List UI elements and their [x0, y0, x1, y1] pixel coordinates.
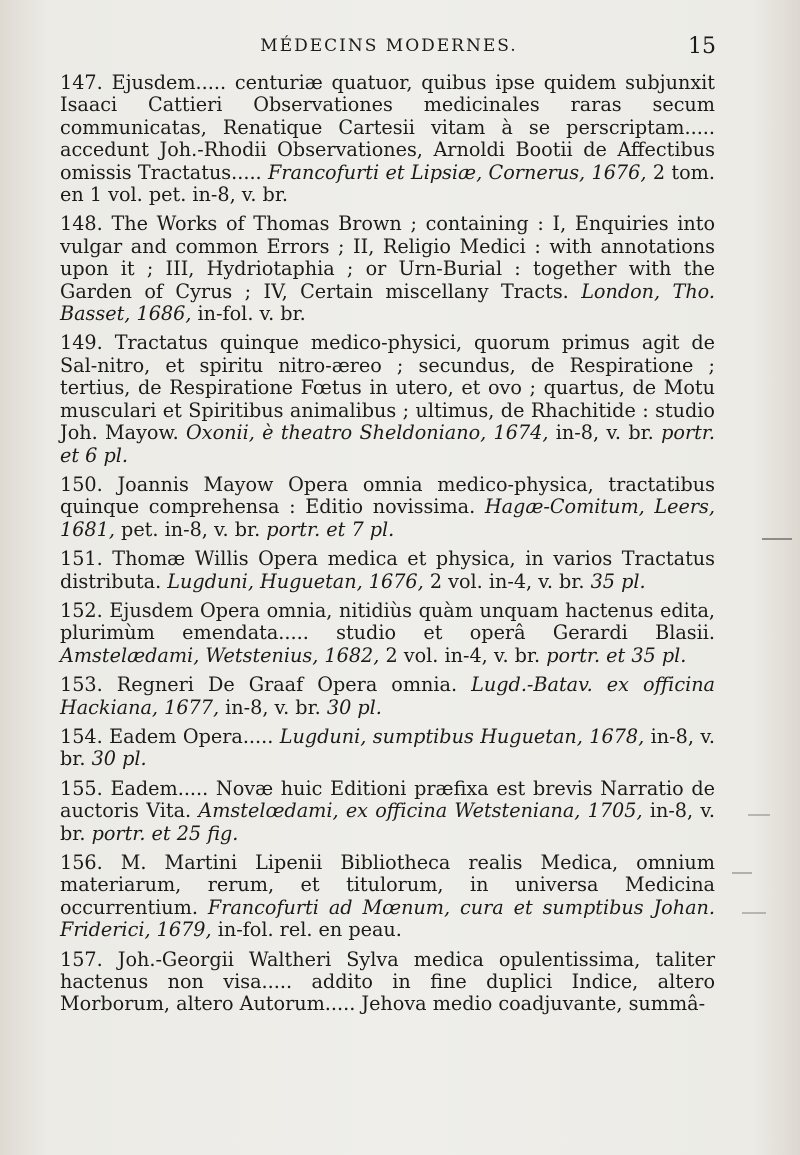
entry-text: Ejusdem Opera omnia, nitidiùs quàm unquam hactenus edita, plurimùm emendata..... studio et operâ Gerardi Blasii.	[60, 598, 715, 645]
entry-format: in-8, v. br.	[225, 695, 321, 719]
page-header	[62, 34, 716, 64]
entry-text: Eadem Opera.....	[109, 724, 274, 748]
entry-number: 151.	[60, 547, 103, 571]
entry-format: in-fol. v. br.	[197, 302, 306, 326]
entry-number: 150.	[60, 472, 103, 496]
entry-imprint: Oxonii, è theatro Sheldoniano, 1674,	[186, 421, 549, 445]
catalog-entry	[60, 600, 715, 667]
entry-number: 148.	[60, 212, 103, 236]
entry-number: 155.	[60, 776, 103, 800]
catalog-entries	[60, 72, 715, 1023]
entry-imprint: Francofurti ad Mœnum, cura et sumptibus Johan. Friderici, 1679,	[60, 895, 715, 942]
entry-imprint: London, Tho. Basset, 1686,	[60, 279, 715, 326]
entry-text: Eadem..... Novæ huic Editioni præfixa est brevis Narratio de auctoris Vita.	[60, 776, 716, 823]
entry-imprint: Francofurti et Lipsiæ, Cornerus, 1676,	[268, 160, 647, 184]
entry-text: The Works of Thomas Brown ; containing : I, Enquiries into vulgar and common Errors ; II, Religio Medici : with annotations upon it ; III, Hydriotaphia ; or Urn-Burial : together with the Garden of Cyrus ; IV, Certain miscellany Tracts.	[60, 212, 715, 303]
entry-format: 2 tom. en 1 vol. pet. in-8, v. br.	[60, 160, 715, 207]
entry-format: 2 vol. in-4, v. br.	[385, 643, 541, 667]
entry-format: in-8, v. br.	[60, 799, 716, 845]
catalog-entry	[60, 852, 715, 942]
catalog-entry	[60, 72, 715, 206]
page-number: 15	[688, 34, 716, 59]
entry-imprint: Lugduni, Huguetan, 1676,	[167, 569, 424, 593]
entry-plates: 30 pl.	[91, 747, 147, 771]
entry-format: in-fol. rel. en peau.	[217, 918, 402, 942]
entry-plates: 30 pl.	[326, 695, 382, 719]
entry-plates: 35 pl.	[590, 569, 646, 593]
entry-number: 152.	[60, 598, 103, 622]
entry-plates: portr. et 6 pl.	[60, 421, 715, 467]
entry-plates: portr. et 7 pl.	[266, 517, 395, 541]
catalog-entry	[60, 778, 715, 845]
running-title: MÉDECINS MODERNES.	[260, 36, 518, 56]
entry-number: 157.	[60, 947, 103, 971]
entry-imprint: Lugduni, sumptibus Huguetan, 1678,	[279, 724, 645, 748]
catalog-entry	[60, 332, 715, 466]
entry-text: Regneri De Graaf Opera omnia.	[116, 673, 458, 697]
margin-mark	[762, 538, 792, 540]
catalog-entry	[60, 474, 715, 541]
entry-number: 153.	[60, 673, 103, 697]
catalog-entry	[60, 213, 715, 325]
entry-plates: portr. et 25 fig.	[91, 821, 239, 845]
entry-imprint: Amstelædami, Wetstenius, 1682,	[60, 643, 380, 667]
entry-format: 2 vol. in-4, v. br.	[429, 569, 585, 593]
entry-text: Joannis Mayow Opera omnia medico-physica, tractatibus quinque comprehensa : Editio novissima.	[60, 472, 715, 519]
entry-number: 147.	[60, 71, 103, 94]
entry-imprint: Amstelœdami, ex officina Wetsteniana, 1705,	[198, 799, 643, 823]
entry-format: pet. in-8, v. br.	[121, 517, 261, 541]
entry-text: Tractatus quinque medico-physici, quorum primus agit de Sal-nitro, et spiritu nitro-æreo ; secundus, de Respiratione ; tertius, de Respiratione Fœtus in utero, et ovo ; quartus, de Motu musculari et Spiritibus animalibus ; ultimus, de Rhachitide : studio Joh. Mayow.	[60, 331, 715, 445]
entry-number: 156.	[60, 851, 103, 874]
margin-mark	[732, 872, 752, 874]
margin-mark	[748, 814, 770, 816]
entry-format: in-8, v. br.	[60, 724, 716, 771]
entry-number: 149.	[60, 331, 103, 355]
entry-number: 154.	[60, 724, 103, 748]
catalog-entry	[60, 726, 715, 771]
entry-imprint: Hagæ-Comitum, Leers, 1681,	[60, 495, 715, 541]
entry-plates: portr. et 35 pl.	[546, 643, 687, 667]
entry-imprint: Lugd.-Batav. ex officina Hackiana, 1677,	[60, 673, 715, 719]
entry-text: Joh.-Georgii Waltheri Sylva medica opulentissima, taliter hactenus non visa..... addito in fine duplici Indice, altero Morborum, altero Autorum..... Jehova medio coadjuvante, summâ-	[60, 947, 715, 1016]
catalog-entry	[60, 548, 715, 593]
margin-mark	[742, 912, 766, 914]
entry-text: Thomæ Willis Opera medica et physica, in varios Tractatus distributa.	[60, 547, 715, 593]
catalog-entry	[60, 949, 715, 1016]
catalog-entry	[60, 674, 715, 719]
entry-text: Ejusdem..... centuriæ quatuor, quibus ipse quidem subjunxit Isaaci Cattieri Observationes medicinales raras secum communicatas, Renatique Cartesii vitam à se perscriptam..... accedunt Joh.-Rhodii Observationes, Arnoldi Bootii de Affectibus omissis Tractatus.....	[60, 71, 715, 184]
entry-format: in-8, v. br.	[555, 421, 654, 445]
entry-text: M. Martini Lipenii Bibliotheca realis Medica, omnium materiarum, rerum, et titulorum, in universa Medicina occurrentium.	[60, 851, 715, 919]
